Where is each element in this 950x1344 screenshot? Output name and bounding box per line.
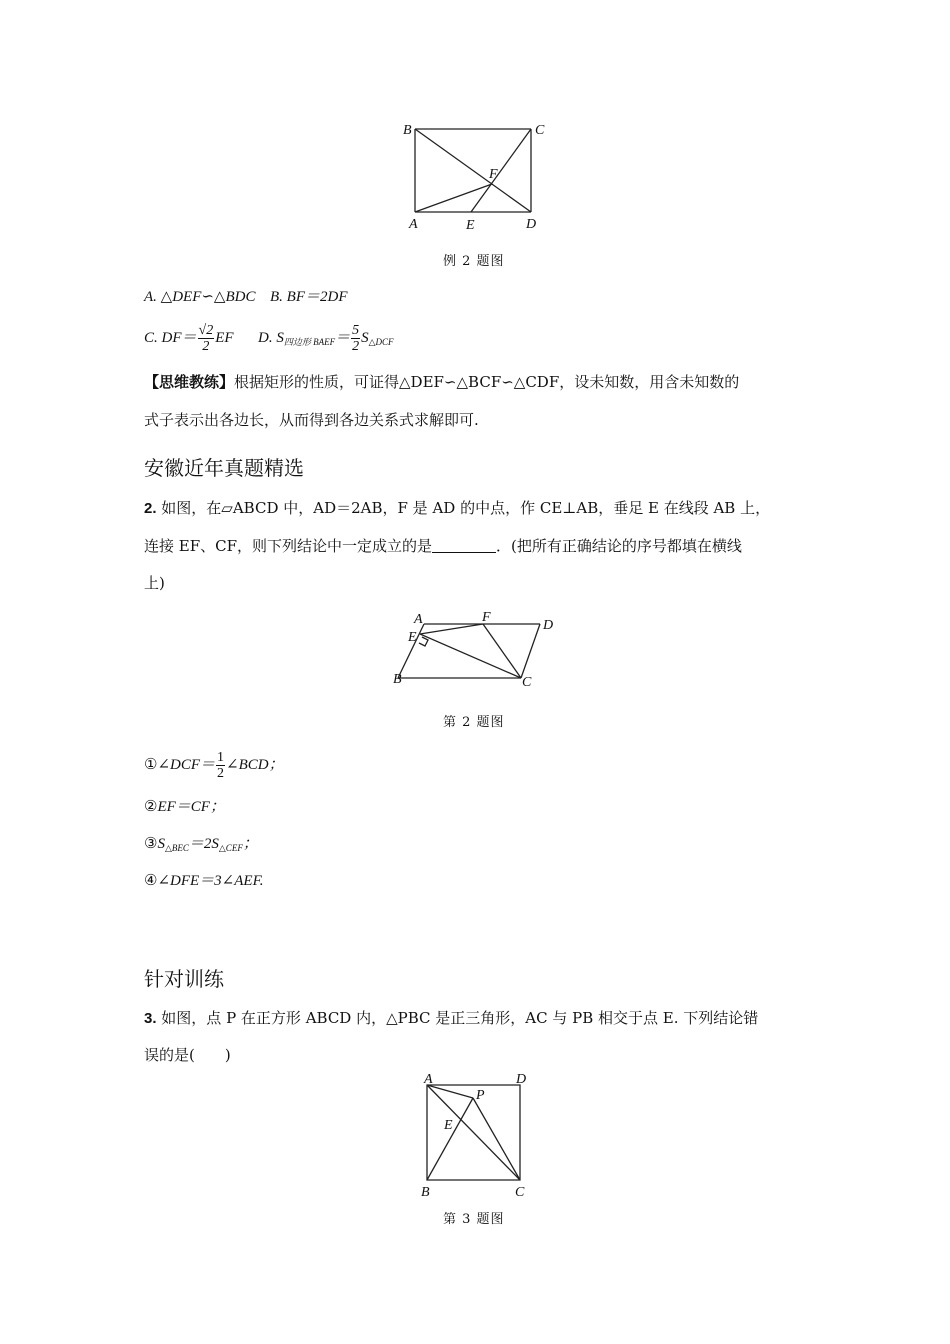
- q2-line1: 2. 如图，在▱ABCD 中，AD＝2AB，F 是 AD 的中点，作 CE⊥AB，垂足 E 在线段 AB 上，: [144, 499, 771, 517]
- label-C: C: [535, 123, 545, 138]
- option-d: D. $S_{四边形 BAEF}=$ $\frac{5}{2}$ $S_{\triangle DCF}$: [258, 323, 394, 354]
- label-C: C: [515, 1185, 525, 1200]
- label-B: B: [393, 672, 402, 687]
- label-E: E: [408, 630, 417, 645]
- hint-tag: 【思维教练】: [144, 373, 235, 391]
- hint-line1: 【思维教练】根据矩形的性质，可证得△DEF∽△BCF∽△CDF，设未知数，用含未知数的: [144, 373, 740, 391]
- statement-2: ②EF＝CF；: [144, 799, 225, 815]
- label-C: C: [522, 675, 532, 690]
- hint-line2: 式子表示出各边长，从而得到各边关系式求解即可.: [144, 411, 479, 429]
- statement-3: $③S_{\triangle BEC}=2S_{\triangle CEF}$；: [144, 836, 258, 853]
- label-E: E: [444, 1118, 453, 1133]
- q3-line2: 误的是( ): [144, 1046, 231, 1064]
- q2-line2: 连接 EF、CF，则下列结论中一定成立的是 ．(把所有正确结论的序号都填在横线: [144, 537, 742, 555]
- figure-caption: 例 2 题图: [443, 254, 505, 269]
- q2-line3: 上): [144, 574, 165, 592]
- label-F: F: [482, 610, 491, 625]
- label-A: A: [414, 612, 423, 627]
- label-F: F: [489, 167, 498, 182]
- figure-caption: 第 3 题图: [443, 1212, 505, 1227]
- section-title-training: 针对训练: [144, 967, 224, 991]
- label-B: B: [421, 1185, 430, 1200]
- figure-caption: 第 2 题图: [443, 715, 505, 730]
- label-A: A: [409, 217, 418, 232]
- label-D: D: [526, 217, 537, 232]
- q3-line1: 3. 如图，点 P 在正方形 ABCD 内，△PBC 是正三角形，AC 与 PB 相交于点 E. 下列结论错: [144, 1009, 759, 1027]
- label-D: D: [516, 1072, 527, 1087]
- label-P: P: [476, 1088, 485, 1103]
- label-B: B: [403, 123, 412, 138]
- statement-4: ④∠DFE＝3∠AEF.: [144, 873, 264, 889]
- label-E: E: [466, 218, 475, 233]
- statement-1: ①∠DCF＝ $\frac{1}{2}$ ∠BCD；: [144, 750, 284, 781]
- option-b: B. BF＝2DF: [270, 289, 348, 305]
- option-c: C. DF＝ $\frac{√2}{2}$ EF: [144, 323, 234, 354]
- section-title-anhui: 安徽近年真题精选: [144, 456, 304, 480]
- label-D: D: [543, 618, 554, 633]
- label-A: A: [424, 1072, 433, 1087]
- option-a: A. △DEF∽△BDC: [144, 289, 256, 305]
